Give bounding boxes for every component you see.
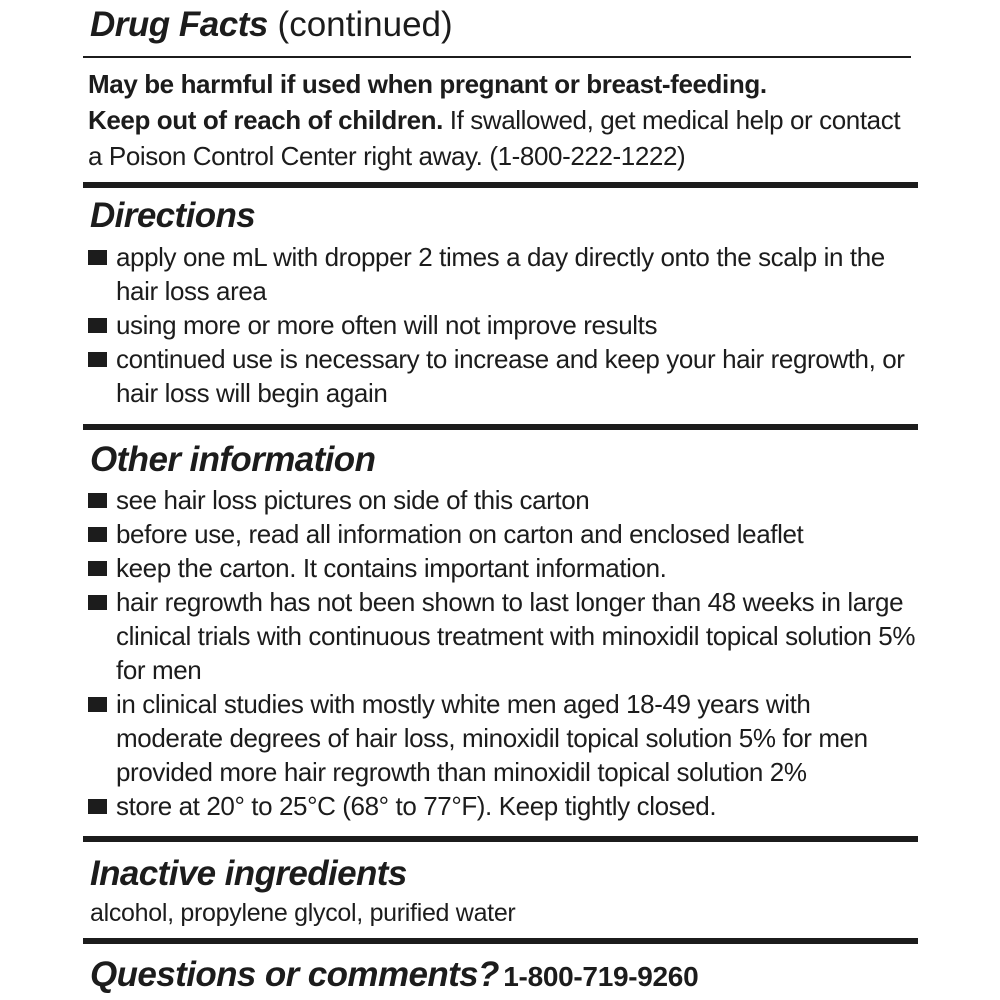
list-item: hair regrowth has not been shown to last longer than 48 weeks in large clinical trials with continuous treatment with minoxidil topical solution 5% for men — [88, 585, 923, 687]
list-item: keep the carton. It contains important information. — [88, 551, 923, 585]
questions-heading: Questions or comments? — [90, 955, 499, 994]
bullet-square-icon — [88, 318, 107, 333]
list-item: store at 20° to 25°C (68° to 77°F). Keep tightly closed. — [88, 789, 923, 823]
bullet-square-icon — [88, 799, 107, 814]
directions-heading: Directions — [90, 196, 256, 235]
title-drug-facts: Drug Facts — [90, 5, 268, 44]
pregnancy-warning: May be harmful if used when pregnant or breast-feeding. — [88, 69, 767, 99]
list-item: apply one mL with dropper 2 times a day directly onto the scalp in the hair loss area — [88, 240, 923, 308]
other-information-list — [88, 483, 923, 823]
divider-thin — [83, 56, 911, 58]
inactive-ingredients-heading: Inactive ingredients — [90, 854, 407, 893]
list-item: continued use is necessary to increase and keep your hair regrowth, or hair loss will begin again — [88, 342, 923, 410]
questions-row — [90, 955, 698, 995]
bullet-square-icon — [88, 352, 107, 367]
bullet-square-icon — [88, 697, 107, 712]
bullet-square-icon — [88, 250, 107, 265]
bullet-square-icon — [88, 493, 107, 508]
children-warning-bold: Keep out of reach of children. — [88, 105, 443, 135]
divider-directions — [83, 182, 918, 188]
list-item: in clinical studies with mostly white men aged 18-49 years with moderate degrees of hair loss, minoxidil topical solution 5% for men provided more hair regrowth than minoxidil topical solution 2% — [88, 687, 923, 789]
divider-other-information — [83, 424, 918, 430]
other-information-heading: Other information — [90, 440, 376, 479]
warnings-section — [88, 66, 918, 174]
children-warning — [88, 102, 918, 174]
questions-phone: 1-800-719-9260 — [503, 961, 699, 992]
divider-questions — [83, 938, 918, 944]
children-warning-text: If swallowed, get medical help or contact a Poison Control Center right away. (1-800-222-1222) — [88, 105, 901, 171]
page-title — [90, 2, 453, 48]
list-item: before use, read all information on carton and enclosed leaflet — [88, 517, 923, 551]
bullet-square-icon — [88, 561, 107, 576]
list-item: see hair loss pictures on side of this carton — [88, 483, 923, 517]
inactive-ingredients-text: alcohol, propylene glycol, purified water — [90, 899, 516, 927]
divider-inactive-ingredients — [83, 836, 918, 842]
directions-list — [88, 240, 923, 410]
bullet-square-icon — [88, 527, 107, 542]
bullet-square-icon — [88, 595, 107, 610]
list-item: using more or more often will not improve results — [88, 308, 923, 342]
title-continued: (continued) — [277, 5, 453, 44]
